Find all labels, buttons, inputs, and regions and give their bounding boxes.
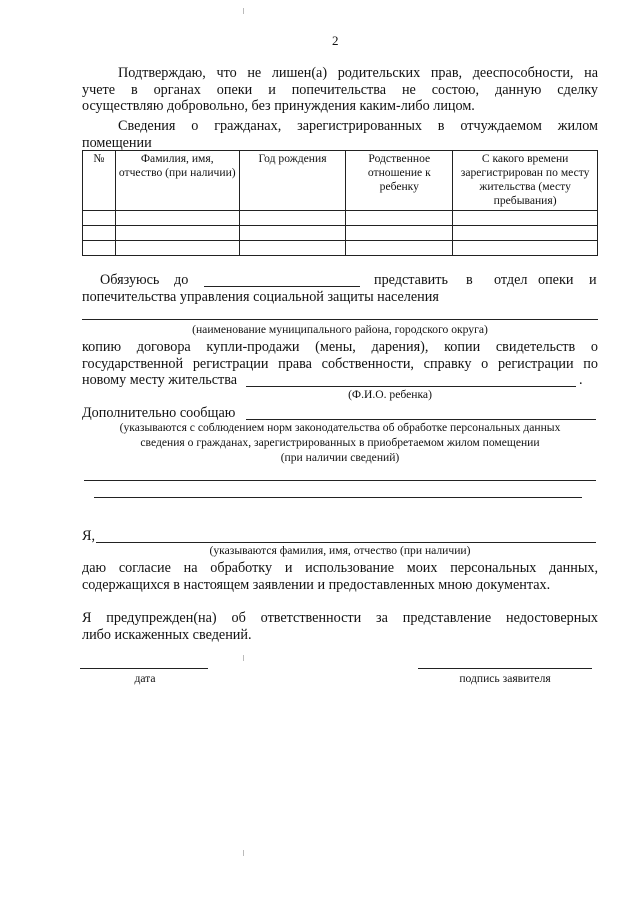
additional-field-1[interactable] [246,419,596,420]
header-registered-since: С какого времени зарегистрирован по месту жительства (месту пребывания) [453,151,598,211]
page-number: 2 [332,33,339,48]
table-cell[interactable] [83,241,116,256]
header-number: № [83,151,116,211]
table-header-row [83,151,598,211]
obligation-word-7: и [589,272,597,288]
table-cell[interactable] [453,211,598,226]
warning-line-2: либо искаженных сведений. [82,626,252,643]
additional-field-3[interactable] [94,497,582,498]
obligation-body [82,339,598,372]
table-cell[interactable] [239,241,346,256]
header-relation: Родственное отношение к ребенку [346,151,453,211]
registered-heading-line-2: помещении [82,134,152,151]
municipality-caption: (наименование муниципального района, городского округа) [192,323,488,336]
table-cell[interactable] [239,226,346,241]
warning-line-1: Я предупрежден(на) об ответственности за представление недостоверных [82,610,598,626]
table-cell[interactable] [115,211,239,226]
confirm-line-1: Подтверждаю, что не лишен(а) родительских прав, дееспособности, на [118,65,598,81]
table-cell[interactable] [453,241,598,256]
obligation-line-5-label: новому месту жительства [82,372,238,388]
confirm-line-2: учете в органах опеки и попечительства не состою, данную сделку [82,81,598,98]
signature-field[interactable] [418,668,592,669]
table-cell[interactable] [115,241,239,256]
consent-body [82,560,598,593]
obligation-date-field[interactable] [204,286,360,287]
obligation-line-4: государственной регистрации права собственности, справку о регистрации по [82,355,598,372]
table-row [83,241,598,256]
table-cell[interactable] [239,211,346,226]
additional-caption-3: (при наличии сведений) [280,451,400,464]
additional-caption-1: (указываются с соблюдением норм законодательства об обработке персональных данных [119,421,561,434]
table-cell[interactable] [453,226,598,241]
scan-mark [243,850,244,856]
obligation-word-3: представить [374,272,448,288]
obligation-word-1: Обязуюсь [100,272,160,288]
obligation-word-6: опеки [538,272,574,288]
table-row [83,211,598,226]
table-row [83,226,598,241]
child-name-caption: (Ф.И.О. ребенка) [348,388,432,401]
obligation-word-2: до [174,272,189,288]
confirm-line-3: осуществляю добровольно, без принуждения каким-либо лицом. [82,98,475,114]
consent-line-2: содержащихся в настоящем заявлении и предоставленных мною документах. [82,576,551,593]
scan-mark [243,8,244,14]
header-full-name: Фамилия, имя, отчество (при наличии) [115,151,239,211]
additional-field-2[interactable] [84,480,596,481]
applicant-name-field[interactable] [96,542,596,543]
table-cell[interactable] [83,226,116,241]
obligation-line-5-end: . [579,372,583,388]
municipality-field[interactable] [82,319,598,320]
additional-caption-2: сведения о гражданах, зарегистрированных в приобретаемом жилом помещении [140,436,540,449]
consent-line-1: даю согласие на обработку и использование моих персональных данных, [82,560,598,576]
obligation-line-3: копию договора купли-продажи (мены, дарения), копии свидетельств о [82,339,598,355]
table-cell[interactable] [346,211,453,226]
date-label: дата [134,672,156,685]
date-field[interactable] [80,668,208,669]
table-cell[interactable] [346,226,453,241]
obligation-line-2: попечительства управления социальной защиты населения [82,289,439,305]
table-cell[interactable] [83,211,116,226]
child-name-field[interactable] [246,386,576,387]
residents-table [82,150,598,256]
signature-label: подпись заявителя [459,672,551,685]
registered-heading [82,118,598,151]
scan-mark [243,655,244,661]
registered-heading-line-1: Сведения о гражданах, зарегистрированных в отчуждаемом жилом [118,118,598,134]
additional-label: Дополнительно сообщаю [82,405,236,421]
applicant-name-caption: (указываются фамилия, имя, отчество (при наличии) [209,544,471,557]
table-cell[interactable] [115,226,239,241]
consent-prefix: Я, [82,528,96,544]
obligation-word-5: отдел [494,272,528,288]
warning-paragraph [82,610,598,643]
table-cell[interactable] [346,241,453,256]
header-birth-year: Год рождения [239,151,346,211]
obligation-word-4: в [466,272,473,288]
confirm-paragraph [82,65,598,115]
